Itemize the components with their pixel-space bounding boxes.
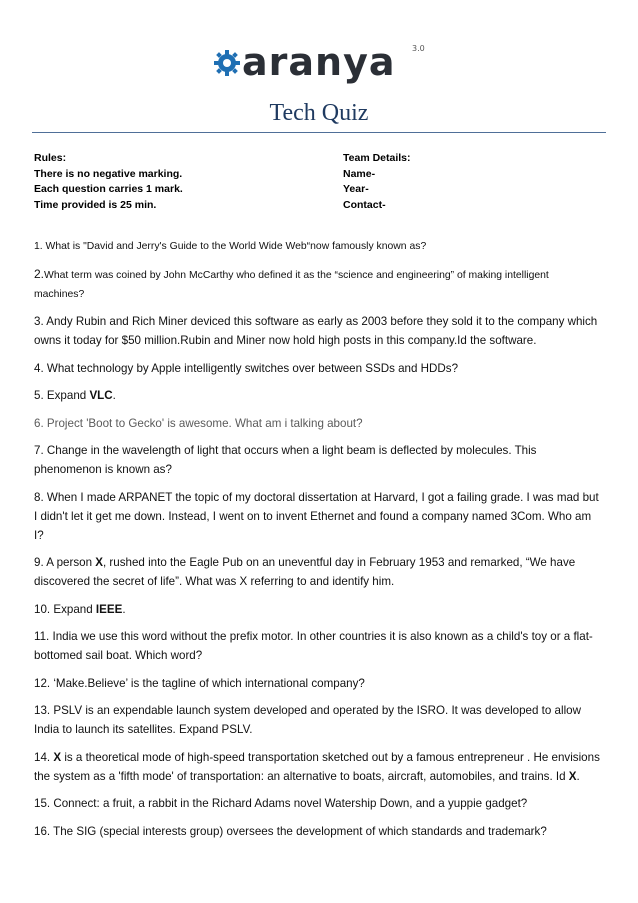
question-9: 9. A person X, rushed into the Eagle Pub on an uneventful day in February 1953 and remarked, “We have discovered the secret of life”. What was X referring to and identify him. — [34, 556, 576, 588]
page-title: Tech Quiz — [269, 100, 369, 126]
aranya-logo — [214, 38, 434, 86]
question-10: 10. Expand IEEE. — [34, 602, 126, 616]
question-12: 12. ‘Make.Believe’ is the tagline of which international company? — [34, 676, 365, 690]
logo-superscript: 3.0 — [412, 44, 425, 53]
rules-line: Each question carries 1 mark. — [34, 183, 183, 195]
question-list — [34, 237, 600, 849]
team-year-field: Year- — [343, 183, 369, 195]
rules-heading: Rules: — [34, 152, 67, 164]
team-details-heading: Team Details: — [343, 152, 411, 164]
rules-block — [34, 151, 183, 213]
question-11: 11. India we use this word without the prefix motor. In other countries it is also known as a child's toy or a flat-bottomed sail boat. Which word? — [34, 630, 593, 662]
question-8: 8. When I made ARPANET the topic of my doctoral dissertation at Harvard, I got a failing grade. I was mad but I didn't let it get me down. Instead, I went on to invent Ethernet and found a company named 3Com. Who am I? — [34, 490, 599, 542]
rules-line: Time provided is 25 min. — [34, 198, 157, 211]
question-3: 3. Andy Rubin and Rich Miner deviced this software as early as 2003 before they sold it to the company which owns it today for $50 million.Rubin and Miner now hold high posts in this company.Id the software. — [34, 315, 598, 347]
question-13: 13. PSLV is an expendable launch system developed and operated by the ISRO. It was developed to allow India to launch its satellites. Expand PSLV. — [34, 704, 581, 736]
title-divider — [32, 132, 606, 133]
team-name-field: Name- — [343, 167, 376, 180]
question-7: 7. Change in the wavelength of light that occurs when a light beam is deflected by molecules. This phenomenon is known as? — [34, 444, 537, 476]
question-5: 5. Expand VLC. — [34, 389, 116, 402]
team-details-block — [343, 151, 411, 213]
question-2: 2.What term was coined by John McCarthy who defined it as the “science and engineering” of making intelligent machines? — [34, 266, 549, 300]
logo-text: aranya — [242, 40, 396, 84]
question-15: 15. Connect: a fruit, a rabbit in the Richard Adams novel Watership Down, and a yuppie gadget? — [34, 797, 528, 810]
question-4: 4. What technology by Apple intelligently switches over between SSDs and HDDs? — [34, 361, 459, 375]
question-1: 1. What is "David and Jerry's Guide to the World Wide Web“now famously known as? — [34, 241, 427, 252]
team-contact-field: Contact- — [343, 198, 386, 211]
gear-icon — [214, 50, 240, 76]
rules-line: There is no negative marking. — [34, 167, 183, 180]
question-14: 14. X is a theoretical mode of high-speed transportation sketched out by a famous entrepreneur . He envisions the system as a 'fifth mode' of transportation: an alternative to boats, aircraft, automobiles, and trains. Id X. — [34, 750, 600, 783]
question-16: 16. The SIG (special interests group) oversees the development of which standards and trademark? — [34, 824, 547, 838]
question-6: 6. Project 'Boot to Gecko' is awesome. What am i talking about? — [34, 416, 363, 430]
